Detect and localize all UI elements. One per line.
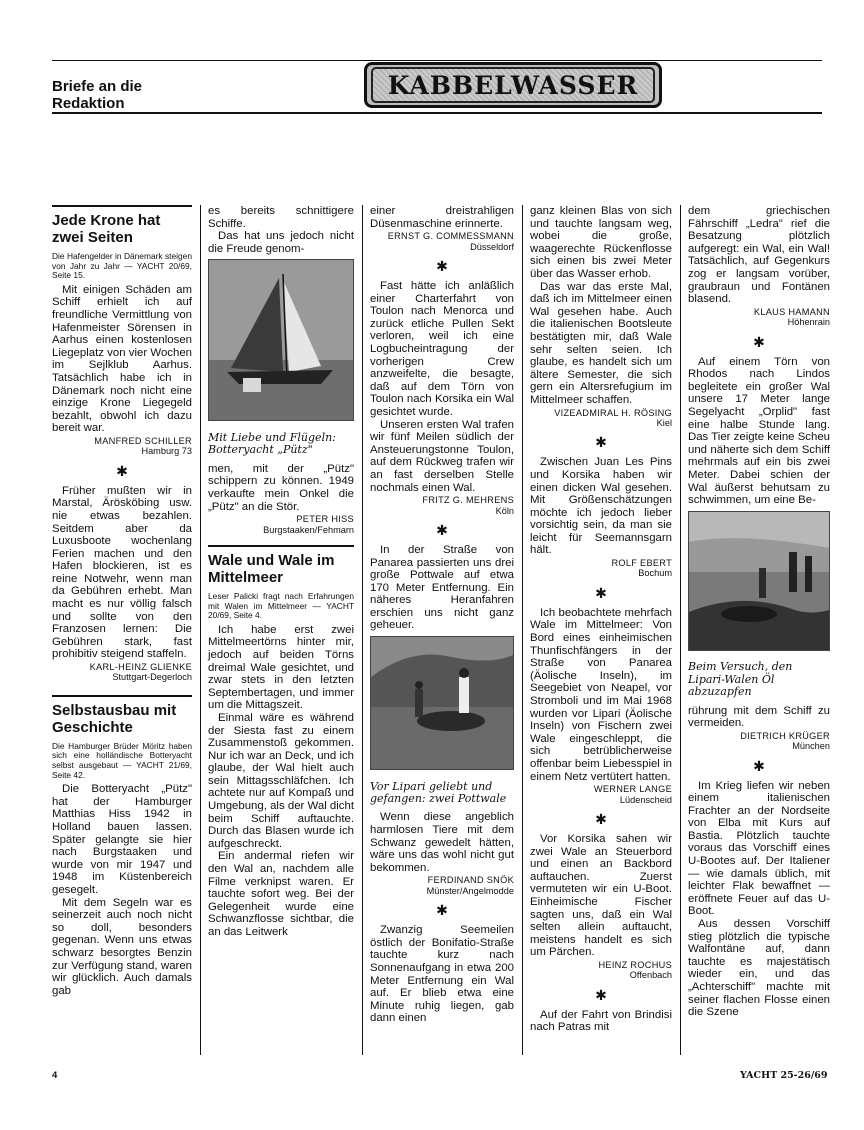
column-divider bbox=[200, 205, 201, 1055]
photo-caption: Vor Lipari geliebt und gefangen: zwei Pottwale bbox=[370, 779, 507, 806]
paragraph: Ich beobachtete mehrfach Wale im Mittelmeer: Von Bord eines einheimischen Thunfischfängers in der Straße von Panarea (Äolische Inseln), im Seegebiet von Neapel, vor Stromboli und im Mai 1968 wurden vor Lipari (Äolische Inseln) von Fischern zwei Wale eingeschleppt, die sich betrüblicherweise offenbar beim Liebesspiel in einem Netz vertütert hatten. bbox=[530, 606, 672, 783]
paragraph: Ein andermal riefen wir den Wal an, nachdem alle Filme verknipst waren. Er tauchte sofort weg. Bei der Gelegenheit wurde eine Schwanzflosse sichtbar, die an das Leitwerk bbox=[208, 850, 354, 938]
column-divider bbox=[680, 205, 681, 1055]
paragraph: Auf der Fahrt von Brindisi nach Patras mit bbox=[530, 1008, 672, 1034]
column-divider bbox=[362, 205, 363, 1055]
subhead: Die Hamburger Brüder Möritz haben sich eine holländische Botteryacht selbst ausgebaut — YACHT 21/69, Seite 42. bbox=[52, 740, 192, 780]
signature: FERDINAND SNÖK Münster/Angelmodde bbox=[426, 875, 514, 896]
paragraph: Unseren ersten Wal trafen wir fünf Meilen südlich der Ansteuerungstonne Toulon, auf dem Rückweg trafen wir an fast derselben Stelle nochmals einen Wal. bbox=[370, 418, 514, 494]
star-separator-icon: ✱ bbox=[116, 462, 128, 479]
paragraph: In der Straße von Panarea passierten uns drei große Pottwale auf etwa 170 Meter Entfernung. Ein näheres Heranfahren erschien uns nicht ganz geheuer. bbox=[370, 543, 514, 632]
star-separator-icon: ✱ bbox=[595, 811, 607, 827]
headline-jede-krone: Jede Krone hat zwei Seiten bbox=[52, 212, 161, 246]
signature: HEINZ ROCHUS Offenbach bbox=[598, 959, 672, 981]
signature: ROLF EBERT Bochum bbox=[611, 558, 672, 579]
paragraph: rührung mit dem Schiff zu vermeiden. bbox=[688, 704, 830, 730]
star-separator-icon: ✱ bbox=[595, 434, 607, 451]
paragraph: einer dreistrahligen Düsenmaschine erinnerte. bbox=[370, 205, 514, 230]
paragraph: Ich habe erst zwei Mittelmeertörns hinter mir, jedoch auf beiden Törns dreimal Wale gesichtet, und zwar stets in den letzten Septembertagen, und immer um die Mittagszeit. bbox=[208, 623, 354, 712]
signature: KARL-HEINZ GLIENKE Stuttgart-Degerloch bbox=[89, 662, 192, 683]
signature: ERNST G. COMMESSMANN Düsseldorf bbox=[387, 231, 514, 252]
photo-caption: Mit Liebe und Flügeln: Botteryacht „Pütz" bbox=[208, 430, 336, 457]
header-bottom-rule bbox=[52, 112, 822, 114]
paragraph: Das war das erste Mal, daß ich im Mittelmeer einen Wal gesehen habe. Auch die italienischen Bootsleute bestätigten mir, daß Wale sehr selten seien. Ich glaube, es handelt sich um ältere Semester, die sich gern ein Altersrefugium im Mittelmeer schaffen. bbox=[530, 280, 672, 406]
column-5 bbox=[688, 205, 830, 1019]
column-4 bbox=[530, 205, 672, 1034]
column-divider bbox=[522, 205, 523, 1055]
signature: VIZEADMIRAL H. RÖSING Kiel bbox=[554, 407, 672, 428]
photo-pottwale bbox=[370, 636, 514, 770]
section-title: Briefe an die Redaktion bbox=[52, 78, 143, 112]
subhead: Die Hafengelder in Dänemark steigen von Jahr zu Jahr — YACHT 20/69, Seite 15. bbox=[52, 251, 192, 281]
star-separator-icon: ✱ bbox=[753, 333, 765, 350]
paragraph: Das hat uns jedoch nicht die Freude genom- bbox=[208, 230, 354, 255]
subhead: Leser Palicki fragt nach Erfahrungen mit Walen im Mittelmeer — YACHT 20/69, Seite 4. bbox=[208, 590, 354, 621]
paragraph: Aus dessen Vorschiff stieg plötzlich die typische Walfontäne auf, dann tauchte es majestätisch wieder ein, und das „Achterschiff" machte mit seiner flachen Flosse einen die Szene bbox=[688, 918, 830, 1019]
paragraph: Einmal wäre es während der Siesta fast zu einem Zusammenstoß gekommen. Nur ich war an Deck, und ich glaube, der Wal hielt auch sein Mittagsschläfchen. Ich achtete nur auf Kompaß und Umgebung, als der Wal dicht beim Schiff auftauchte. Durch das Blasen wurde ich aufgeschreckt. bbox=[208, 711, 354, 850]
paragraph: ganz kleinen Blas von sich und tauchte langsam weg, wobei die große, waagerechte Rückenflosse sich einen bis zwei Meter über das Wasser erhob. bbox=[530, 205, 672, 280]
paragraph: Mit dem Segeln war es seinerzeit auch noch nicht so doll, besonders gegenan. Wenn uns etwas schwarz besorgtes Benzin zur Verfügung stand, waren wir glücklich. Auch damals gab bbox=[52, 896, 192, 997]
signature: DIETRICH KRÜGER München bbox=[740, 730, 830, 752]
paragraph: Zwischen Juan Les Pins und Korsika haben wir einen dicken Wal gesehen. Mit Größenschätzungen möchte ich jedoch lieber vorsichtig sein, da man sie leicht für Seemannsgarn hält. bbox=[530, 456, 672, 557]
paragraph: es bereits schnittigere Schiffe. bbox=[208, 205, 354, 230]
photo-botteryacht bbox=[208, 259, 354, 421]
signature: KLAUS HAMANN Höhenrain bbox=[753, 306, 830, 328]
paragraph: Die Botteryacht „Pütz" hat der Hamburger Matthias Hiss 1942 in Holland bauen lassen. Später gelangte sie hier nach Burgstaaken und wurde von mir 1947 und 1948 im Küstenbereich gesegelt. bbox=[52, 783, 192, 896]
star-separator-icon: ✱ bbox=[436, 521, 448, 538]
signature: WERNER LANGE Lüdenscheid bbox=[593, 784, 672, 805]
photo-caption: Beim Versuch, den Lipari-Walen Öl abzuzapfen bbox=[688, 660, 793, 699]
logo-text: KABBELWASSER bbox=[371, 67, 655, 103]
paragraph: Im Krieg liefen wir neben einem italienischen Frachter an der Nordseite von Elba mit Kurs auf Bastia. Plötzlich tauchte voraus das Vorschiff eines U-Bootes auf. Der Italiener — wie damals üblich, mit leichter Flak bewaffnet — eröffnete Feuer auf das U-Boot. bbox=[688, 779, 830, 918]
paragraph: Früher mußten wir in Marstal, Ärösköbing usw. nie etwas bezahlen. Seitdem aber da Luxusboote wochenlang Ferien machen und den Hafen blockieren, ist es reine Notwehr, wenn man da Gebühren erhebt. Man macht es nur völlig falsch und sollte von den Franzosen lernen: Die Gebühren stark, fast prohibitiv steigend staffeln. bbox=[52, 484, 192, 661]
column-3 bbox=[370, 205, 514, 1025]
column-2 bbox=[208, 205, 354, 939]
column-1 bbox=[52, 205, 192, 997]
signature: FRITZ G. MEHRENS Köln bbox=[422, 495, 514, 516]
star-separator-icon: ✱ bbox=[753, 757, 765, 774]
issue-label: YACHT 25-26/69 bbox=[740, 1070, 828, 1081]
star-separator-icon: ✱ bbox=[595, 584, 607, 601]
star-separator-icon: ✱ bbox=[436, 902, 448, 919]
paragraph: Mit einigen Schäden am Schiff erhielt ich auf freundliche Vermittlung von Hafenmeister Sörensen in Aarhus einen kostenlosen Liegeplatz von vier Wochen im Sejlklub Aarhus. Tatsächlich habe ich in Dänemark noch nicht eine einzige Krone Liegegeld bezahlt, obwohl ich dazu bereit war. bbox=[52, 283, 192, 435]
star-separator-icon: ✱ bbox=[595, 986, 607, 1003]
paragraph: Wenn diese angeblich harmlosen Tiere mit dem Schwanz gewedelt hätten, wäre uns das wohl nicht gut bekommen. bbox=[370, 811, 514, 874]
signature: MANFRED SCHILLER Hamburg 73 bbox=[94, 435, 192, 457]
paragraph: Zwanzig Seemeilen östlich der Bonifatio-Straße tauchte kurz nach Sonnenaufgang in etwa 200 Meter Entfernung ein Wal auf. Er blieb etwa eine Minute ruhig liegen, gab dann einen bbox=[370, 924, 514, 1025]
page-number: 4 bbox=[52, 1070, 58, 1081]
photo-lipari-walen bbox=[688, 511, 830, 651]
signature: PETER HISS Burgstaaken/Fehmarn bbox=[263, 514, 354, 535]
headline-selbstausbau: Selbstausbau mit Geschichte bbox=[52, 701, 177, 736]
headline-wale: Wale und Wale im Mittelmeer bbox=[208, 551, 335, 586]
header-top-rule bbox=[52, 60, 822, 61]
paragraph: Vor Korsika sahen wir zwei Wale an Steuerbord und einen an Backbord auftauchen. Zuerst vermuteten wir ein U-Boot. Einheimische Fischer sagten uns, daß ein Wal selten allein auftaucht, meistens handelt es sich um Pärchen. bbox=[530, 833, 672, 959]
kabbelwasser-logo bbox=[364, 62, 662, 108]
paragraph: Fast hätte ich anläßlich einer Charterfahrt von Toulon nach Menorca und zurück etliche Pullen Sekt verloren, weil ich eine Logbucheintragung der vorherigen Crew anzweifelte, die besagte, daß auf dem Törn von Toulon nach Korsika ein Wal gesichtet wurde. bbox=[370, 280, 514, 418]
star-separator-icon: ✱ bbox=[436, 258, 448, 274]
paragraph: dem griechischen Fährschiff „Ledra" rief die Besatzung plötzlich aufgeregt: ein Wal, ein Wal! Tatsächlich, auf Gegenkurs zog er langsam vorüber, graubraun und Fontänen blasend. bbox=[688, 205, 830, 306]
paragraph: Auf einem Törn von Rhodos nach Lindos begleitete ein großer Wal unsere 17 Meter lange Segelyacht „Orplid" fast eine halbe Stunde lang. Das Tier zeigte keine Scheu und näherte sich dem Schiff mehrmals auf ein bis zwei Meter. Dabei schien der Wal äußerst behutsam zu schwimmen, um eine Be- bbox=[688, 355, 830, 507]
paragraph: men, mit der „Pütz" schippern zu können. 1949 verkaufte mein Onkel die „Pütz" an die Stör. bbox=[208, 462, 354, 513]
